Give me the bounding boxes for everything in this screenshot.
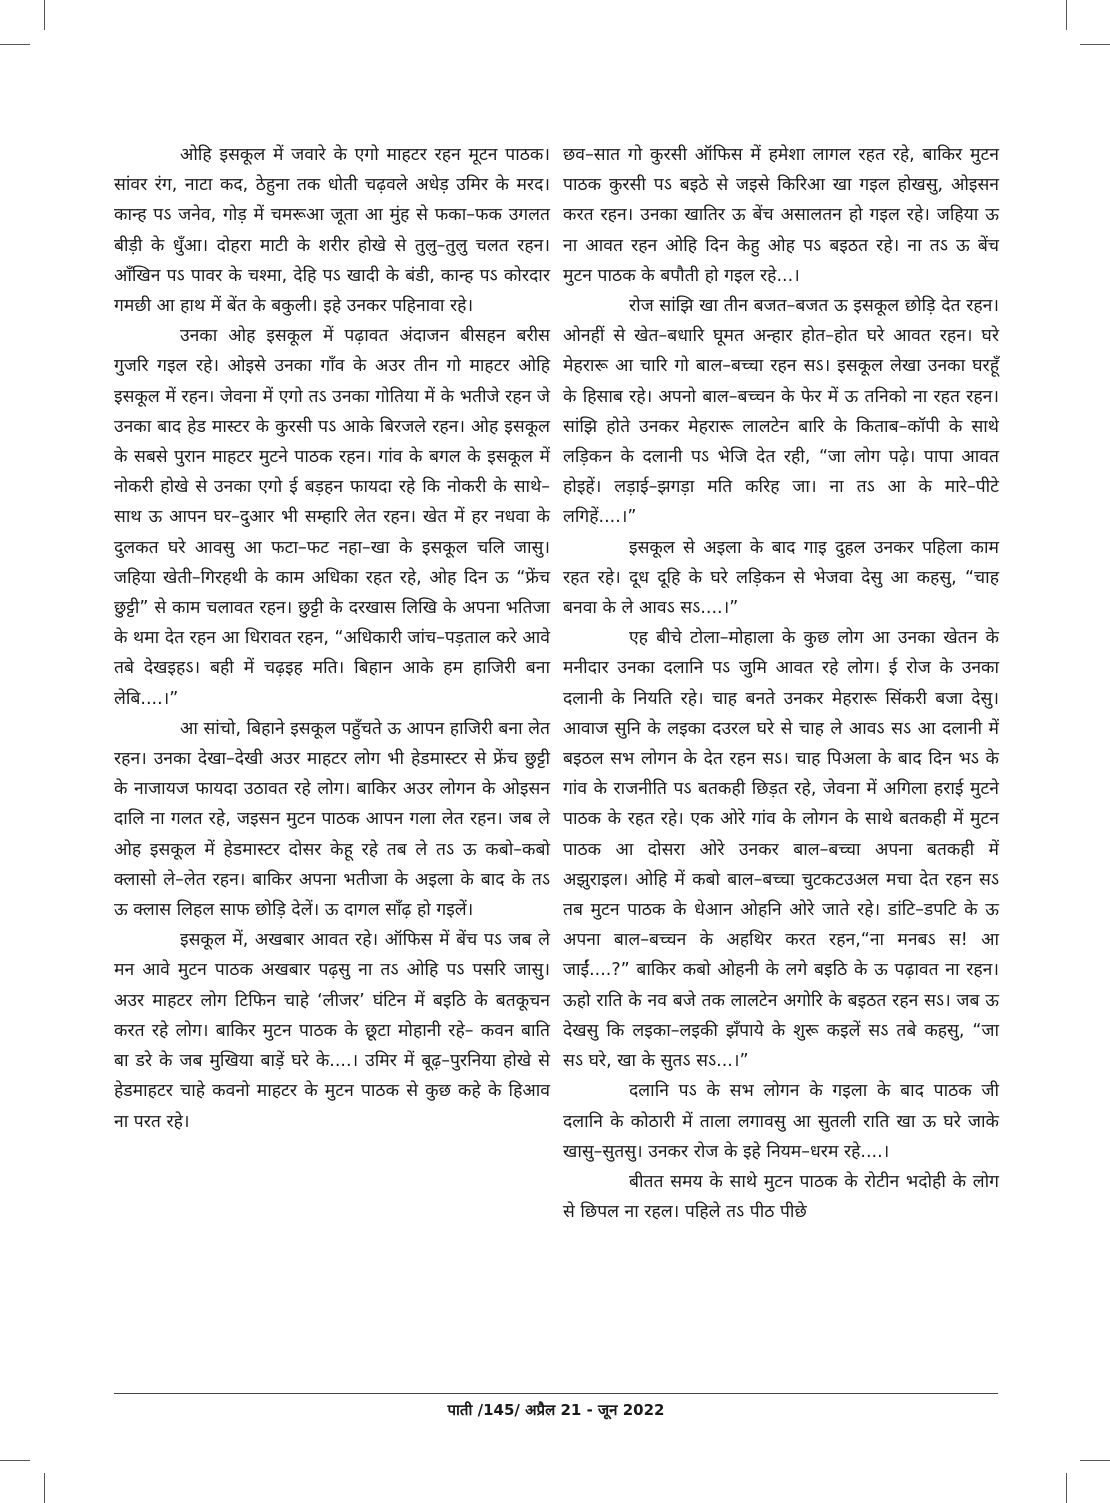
paragraph: दलानि पऽ के सभ लोगन के गइला के बाद पाठक जी दलानि के कोठारी में ताला लगावसु आ सुतली राति खा ऊ घरे जाके खासु–सुतसु। उनकर रोज के इहे नियम–धरम रहे....। bbox=[563, 1081, 999, 1162]
right-column bbox=[563, 140, 999, 1227]
footer-rule bbox=[114, 1393, 998, 1394]
paragraph: उनका ओह इसकूल में पढ़ावत अंदाजन बीसहन बरीस गुजरि गइल रहे। ओइसे उनका गाँव के अउर तीन गो माहटर ओहि इसकूल में रहन। जेवना में एगो तऽ उनका गोतिया में के भतीजे रहन जे उनका बाद हेड मास्टर के कुरसी पऽ आके बिरजले रहन। ओह इसकूल के सबसे पुरान माहटर मुटने पाठक रहन। गांव के बगल के इसकूल में नोकरी होखे से उनका एगो ई बड़हन फायदा रहे कि नोकरी के साथे–साथ ऊ आपन घर–दुआर भी सम्हारि लेत रहन। खेत में हर नधवा के दुलकत घरे आवसु आ फटा–फट नहा–खा के इसकूल चलि जासु। जहिया खेती–गिरहथी के काम अधिका रहत रहे, ओह दिन ऊ “फ्रेंच छुट्टी” से काम चलावत रहन। छुट्टी के दरखास लिखि के अपना भतिजा के थमा देत रहन आ धिरावत रहन, “अधिकारी जांच–पड़ताल करे आवे तबे देखइहऽ। बही में चढ़इह मति। बिहान आके हम हाजिरी बना लेबि....।” bbox=[114, 326, 550, 709]
paragraph: एह बीचे टोला–मोहाला के कुछ लोग आ उनका खेतन के मनीदार उनका दलानि पऽ जुमि आवत रहे लोग। ई रोज के उनका दलानी के नियति रहे। चाह बनते उनकर मेहरारू सिंकरी बजा देसु। आवाज सुनि के लइका दउरल घरे से चाह ले आवऽ सऽ आ दलानी में बइठल सभ लोगन के देत रहन सऽ। चाह पिअला के बाद दिन भऽ के गांव के राजनीति पऽ बतकही छिड़त रहे, जेवना में अगिला हराई मुटने पाठक के रहत रहे। एक ओरे गांव के लोगन के साथे बतकही में मुटन पाठक आ दोसरा ओरे उनकर बाल–बच्चा अपना बतकही में अझुराइल। ओहि में कबो बाल–बच्चा चुटकटउअल मचा देत रहन सऽ तब मुटन पाठक के धेआन ओहनि ओरे जाते रहे। डांटि–डपटि के ऊ अपना बाल–बच्चन के अहथिर करत रहन,“ना मनबऽ स! आ जाईं....?” बाकिर कबो ओहनी के लगे बइठि के ऊ पढ़ावत ना रहन। ऊहो राति के नव बजे तक लालटेन अगोरि के बइठत रहन सऽ। जब ऊ देखसु कि लइका–लइकी झँपाये के शुरू कइलें सऽ तबे कहसु, “जा सऽ घरे, खा के सुतऽ सऽ...।” bbox=[563, 628, 999, 1072]
crop-mark-bottom-left-v bbox=[44, 1473, 45, 1503]
crop-mark-bottom-left-h bbox=[0, 1460, 30, 1461]
paragraph: छव–सात गो कुरसी ऑफिस में हमेशा लागल रहत रहे, बाकिर मुटन पाठक कुरसी पऽ बइठे से जइसे किरिआ खा गइल होखसु, ओइसन करत रहन। उनका खातिर ऊ बेंच असालतन हो गइल रहे। जहिया ऊ ना आवत रहन ओहि दिन केहु ओह पऽ बइठत रहे। ना तऽ ऊ बेंच मुटन पाठक के बपौती हो गइल रहे...। bbox=[563, 145, 999, 286]
page-footer: पाती /145/ अप्रैल 21 - जून 2022 bbox=[447, 1401, 665, 1419]
paragraph: इसकूल में, अखबार आवत रहे। ऑफिस में बेंच पऽ जब ले मन आवे मुटन पाठक अखबार पढ़सु ना तऽ ओहि पऽ पसरि जासु। अउर माहटर लोग टिफिन चाहे ‘लीजर’ घंटिन में बइठि के बतकूचन करत रहे लोग। बाकिर मुटन पाठक के छूटा मोहानी रहे– कवन बाति बा डरे के जब मुखिया बाड़ें घरे के....। उमिर में बूढ़–पुरनिया होखे से हेडमाहटर चाहे कवनो माहटर के मुटन पाठक से कुछ कहे के हिआव ना परत रहे। bbox=[114, 930, 550, 1132]
paragraph: ओहि इसकूल में जवारे के एगो माहटर रहन मूटन पाठक। सांवर रंग, नाटा कद, ठेहुना तक धोती चढ़वले अधेड़ उमिर के मरद। कान्ह पऽ जनेव, गोड़ में चमरूआ जूता आ मुंह से फका–फक उगलत बीड़ी के धुँआ। दोहरा माटी के शरीर होखे से तुलु–तुलु चलत रहन। आँखिन पऽ पावर के चश्मा, देहि पऽ खादी के बंडी, कान्ह पऽ कोरदार गमछी आ हाथ में बेंत के बकुली। इहे उनकर पहिनावा रहे। bbox=[114, 145, 550, 317]
crop-mark-top-left-v bbox=[44, 0, 45, 30]
paragraph: बीतत समय के साथे मुटन पाठक के रोटीन भदोही के लोग से छिपल ना रहल। पहिले तऽ पीठ पीछे bbox=[563, 1171, 999, 1223]
paragraph: आ सांचो, बिहाने इसकूल पहुँचते ऊ आपन हाजिरी बना लेत रहन। उनका देखा–देखी अउर माहटर लोग भी हेडमास्टर से फ्रेंच छुट्टी के नाजायज फायदा उठावत रहे लोग। बाकिर अउर लोगन के ओइसन दालि ना गलत रहे, जइसन मुटन पाठक आपन गला लेत रहन। जब ले ओह इसकूल में हेडमास्टर दोसर केहू रहे तब ले तऽ ऊ कबो–कबो क्लासो ले–लेत रहन। बाकिर अपना भतीजा के अइला के बाद के तऽ ऊ क्लास लिहल साफ छोड़ि देलें। ऊ दागल साँढ़ हो गइलें। bbox=[114, 718, 551, 921]
crop-mark-bottom-right-v bbox=[1066, 1473, 1067, 1503]
crop-mark-top-right-v bbox=[1066, 0, 1067, 30]
crop-mark-bottom-right-h bbox=[1080, 1460, 1110, 1461]
left-column bbox=[114, 140, 550, 1137]
paragraph: इसकूल से अइला के बाद गाइ दुहल उनकर पहिला काम रहत रहे। दूध दूहि के घरे लड़िकन से भेजवा देसु आ कहसु, “चाह बनवा के ले आवऽ सऽ....।” bbox=[563, 537, 999, 619]
crop-mark-top-left-h bbox=[0, 44, 30, 45]
crop-mark-top-right-h bbox=[1080, 44, 1110, 45]
paragraph: रोज सांझि खा तीन बजत–बजत ऊ इसकूल छोड़ि देत रहन। ओनहीं से खेत–बधारि घूमत अन्हार होत–होत घरे आवत रहन। घरे मेहरारू आ चारि गो बाल–बच्चा रहन सऽ। इसकूल लेखा उनका घरहूँ के हिसाब रहे। अपनो बाल–बच्चन के फेर में ऊ तनिको ना रहत रहन। सांझि होते उनकर मेहरारू लालटेन बारि के किताब–कॉपी के साथे लड़िकन के दलानी पऽ भेजि देत रही, “जा लोग पढ़े। पापा आवत होइहें। लड़ाई–झगड़ा मति करिह जा। ना तऽ आ के मारे–पीटे लगिहें....।” bbox=[563, 296, 999, 528]
